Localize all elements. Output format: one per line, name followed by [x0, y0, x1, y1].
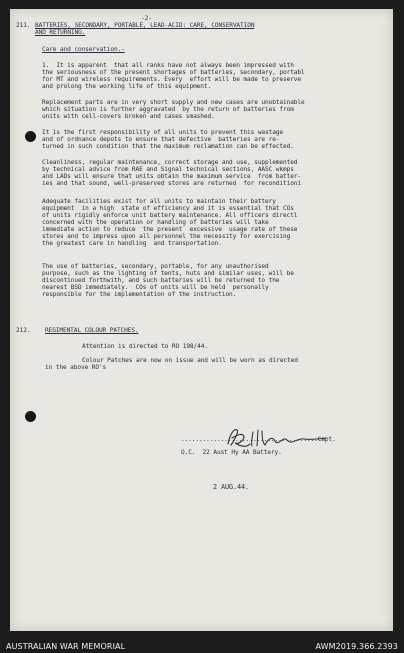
paragraph-2-line-3: units with cell-covers broken and cases smashed.: [42, 113, 215, 120]
punch-hole-top: [25, 131, 36, 142]
subheading-care-conservation: Care and conservation.-: [42, 46, 125, 53]
paragraph-3-line-2: and of ordnance depots to ensure that defective batteries are re-: [42, 136, 280, 143]
section-211-heading: BATTERIES, SECONDARY, PORTABLE, LEAD-ACID: CARE, CONSERVATION: [35, 22, 255, 29]
section-212-number: 212.: [16, 327, 31, 334]
paragraph-5-line-1: Adequate facilities exist for all units to maintain their battery: [42, 198, 276, 205]
paragraph-6-line-3: discontinued forthwith, and such batteries will be returned to the: [42, 277, 280, 284]
paragraph-1-line-2: the seriousness of the present shortages of batteries, secondary, portabl: [42, 69, 305, 76]
paragraph-5-line-5: immediate action to reduce the present excessive usage rate of these: [42, 226, 298, 233]
paragraph-5-line-7: the greatest care in handling and transportation.: [42, 240, 222, 247]
paragraph-6-line-5: responsible for the implementation of the instruction.: [42, 291, 237, 298]
paragraph-5-line-2: equipment in a high state of efficiency and it is essential that COs: [42, 205, 294, 212]
paragraph-5-line-4: concerned with the operation or handling of batteries will take: [42, 219, 269, 226]
paragraph-2-line-2: which situation is further aggravated by the return of batteries from: [42, 106, 294, 113]
section-211-heading-continued: AND RETURNING.: [35, 29, 86, 36]
punch-hole-bottom: [25, 411, 36, 422]
paragraph-3-line-1: It is the first responsibility of all units to prevent this wastage: [42, 129, 283, 136]
footer-left-caption: AUSTRALIAN WAR MEMORIAL: [6, 642, 126, 651]
paragraph-5-line-6: stores and to impress upon all personnel the necessity for exercising: [42, 233, 291, 240]
paragraph-5-line-3: of units rigidly enforce unit battery maintenance. All officers directl: [42, 212, 298, 219]
paragraph-6-line-2: purpose, such as the lighting of tents, huts and similar uses, will be: [42, 270, 294, 277]
section-212-line-3: in the above RO's: [45, 364, 107, 371]
section-211-number: 211.: [16, 22, 31, 29]
section-212-heading: REGIMENTAL COLOUR PATCHES.: [45, 327, 139, 334]
paragraph-2-line-1: Replacement parts are in very short supply and new cases are unobtainable: [42, 99, 305, 106]
section-212-line-2: Colour Patches are now on issue and will be worn as directed: [82, 357, 298, 364]
paragraph-1-line-1: 1. It is apparent that all ranks have not always been impressed with: [42, 62, 294, 69]
signature-dotted-line: ......................................Capt.: [181, 436, 336, 443]
document-sheet: [10, 9, 393, 631]
paragraph-1-line-3: for MT and wireless requirements. Every effort will be made to preserve: [42, 76, 301, 83]
paragraph-4-line-1: Cleanliness, regular maintenance, correct storage and use, supplemented: [42, 159, 298, 166]
paragraph-4-line-4: ies and that sound, well-preserved stores are returned for reconditioni: [42, 180, 301, 187]
paragraph-3-line-3: turned in such condition that the maximum reclamation can be effected.: [42, 143, 294, 150]
paragraph-6-line-1: The use of batteries, secondary, portable, for any unauthorised: [42, 263, 269, 270]
document-date: 2 AUG.44.: [213, 483, 249, 491]
footer-right-caption: AWM2019.366.2393: [315, 642, 398, 651]
page-number: -2-: [141, 15, 152, 22]
signature-block: O.C. 22 Aust Hy AA Battery.: [181, 449, 282, 456]
paragraph-4-line-2: by technical advice from RAE and Signal technical sections, AASC wkmps: [42, 166, 294, 173]
paragraph-6-line-4: nearest BSD immediately. COs of units will be held personally: [42, 284, 269, 291]
section-212-line-1: Attention is directed to RO 198/44.: [82, 343, 208, 350]
paragraph-1-line-4: and prolong the working life of this equipment.: [42, 83, 212, 90]
paragraph-4-line-3: and LADs will ensure that units obtain the maximum service from batter-: [42, 173, 301, 180]
